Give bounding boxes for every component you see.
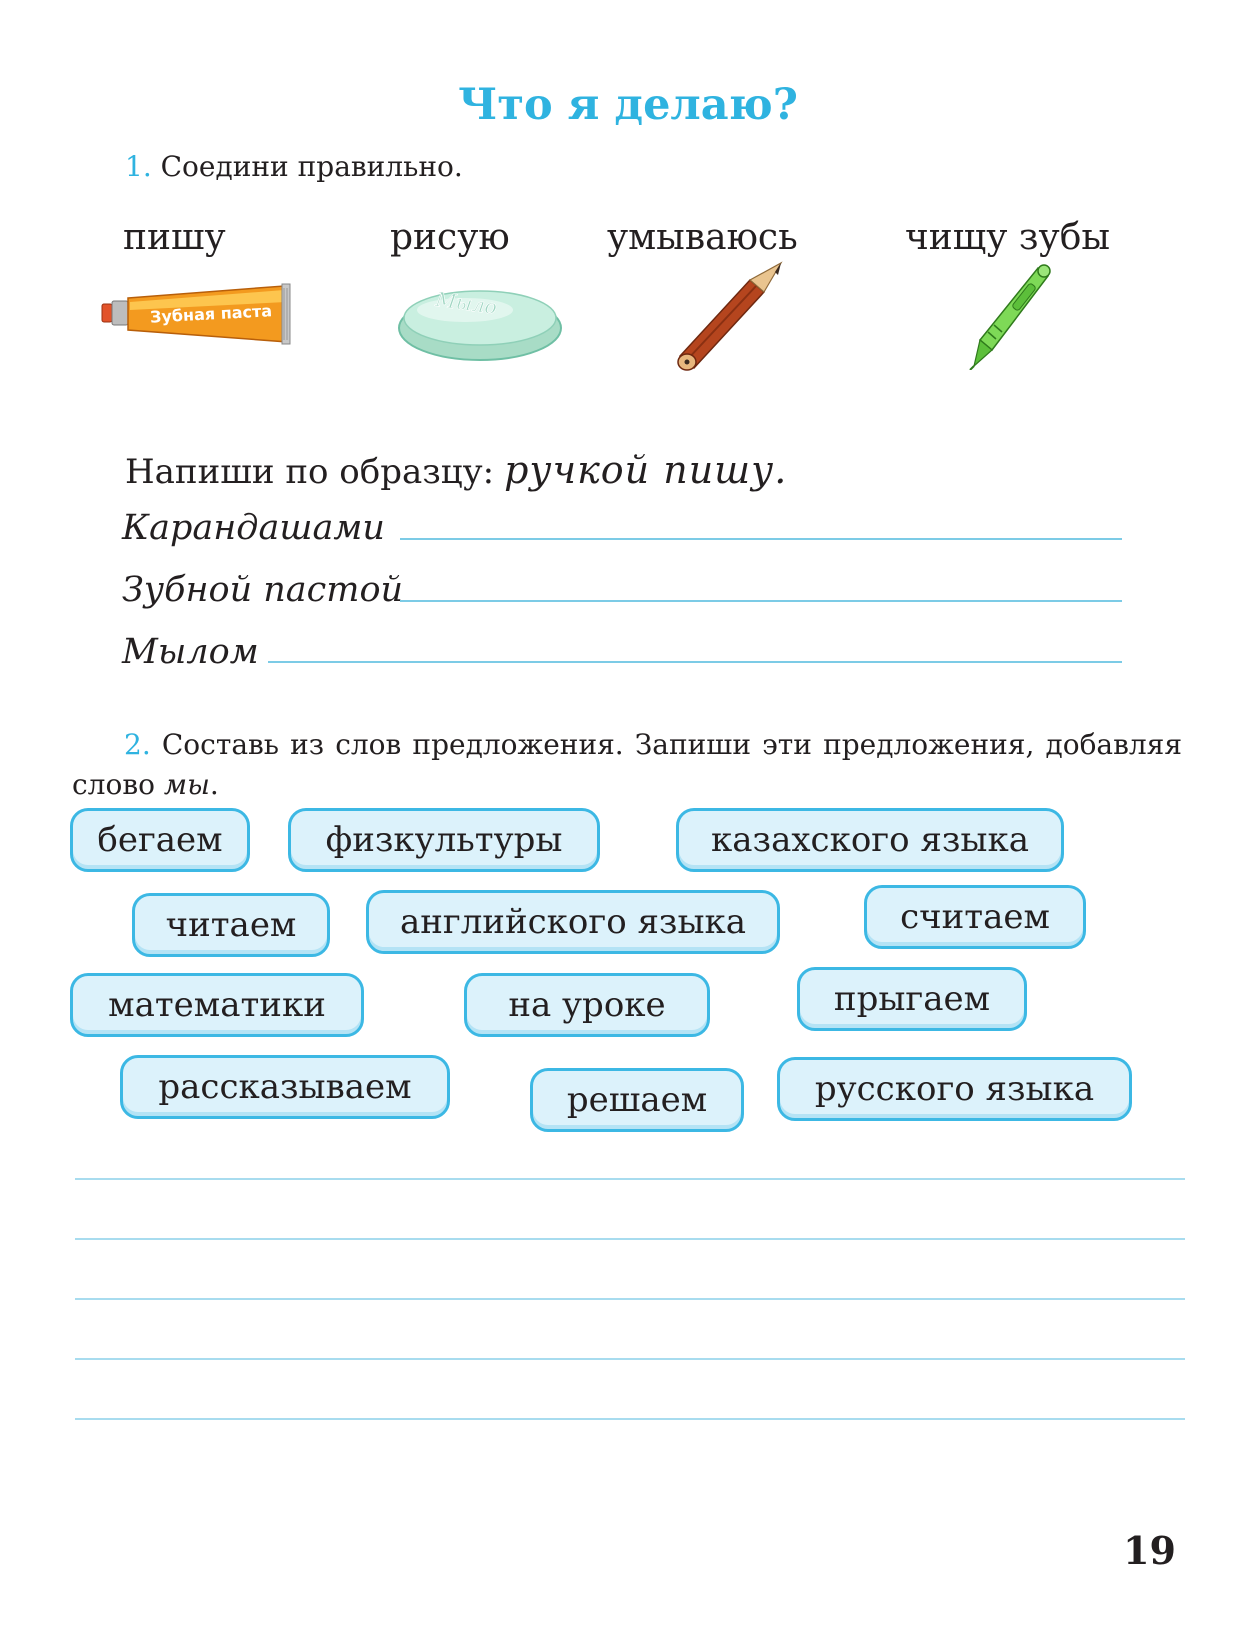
- word-chip[interactable]: русского языка: [777, 1057, 1132, 1121]
- writing-line[interactable]: [75, 1298, 1185, 1300]
- writing-line[interactable]: [75, 1358, 1185, 1360]
- writing-line[interactable]: [75, 1418, 1185, 1420]
- word-chip[interactable]: бегаем: [70, 808, 250, 872]
- page-number: 19: [1123, 1528, 1176, 1573]
- word-chip[interactable]: на уроке: [464, 973, 710, 1037]
- task-1-heading: [125, 150, 463, 183]
- word-chip[interactable]: читаем: [132, 893, 330, 957]
- word-chip[interactable]: рассказываем: [120, 1055, 450, 1119]
- page-title: Что я делаю?: [458, 80, 798, 130]
- task-2-text: Составь из слов предложения. Запиши эти предложения, добавляя слово: [72, 728, 1182, 801]
- task-2-period: .: [209, 768, 219, 801]
- task-1-number: 1.: [125, 150, 152, 183]
- fill-label-pencils: Карандашами: [122, 508, 385, 548]
- task-2-number: 2.: [124, 728, 151, 761]
- word-chip[interactable]: математики: [70, 973, 364, 1037]
- toothpaste-label: Зубная паста: [149, 301, 273, 327]
- fill-label-soap: Мылом: [122, 632, 259, 672]
- verb-chishchu-zuby[interactable]: чищу зубы: [905, 217, 1111, 258]
- toothpaste-icon[interactable]: [100, 282, 292, 346]
- pencil-icon[interactable]: [672, 260, 787, 372]
- word-chip[interactable]: считаем: [864, 885, 1086, 949]
- task-1-text: Соедини правильно.: [160, 150, 463, 183]
- verb-pishu[interactable]: пишу: [123, 217, 226, 258]
- sample-prompt: Напиши по образцу:: [125, 452, 495, 492]
- writing-line[interactable]: [75, 1238, 1185, 1240]
- pen-icon[interactable]: [960, 262, 1060, 370]
- fill-line-toothpaste[interactable]: [400, 600, 1122, 602]
- word-chip[interactable]: прыгаем: [797, 967, 1027, 1031]
- sample-row: [125, 448, 787, 492]
- word-chip[interactable]: казахского языка: [676, 808, 1064, 872]
- writing-line[interactable]: [75, 1178, 1185, 1180]
- word-chip[interactable]: английского языка: [366, 890, 780, 954]
- word-chip[interactable]: физкультуры: [288, 808, 600, 872]
- soap-icon[interactable]: [395, 278, 565, 364]
- verb-umyvayus[interactable]: умываюсь: [607, 217, 798, 258]
- fill-line-pencils[interactable]: [400, 538, 1122, 540]
- task-2-instructions: [72, 725, 1182, 805]
- sample-answer: ручкой пишу.: [504, 448, 788, 492]
- fill-label-toothpaste: Зубной пастой: [122, 570, 404, 610]
- verb-risuyu[interactable]: рисую: [390, 217, 510, 258]
- word-chip[interactable]: решаем: [530, 1068, 744, 1132]
- soap-label: Мыло: [434, 286, 499, 320]
- task-2-word-my: мы: [163, 768, 210, 801]
- fill-line-soap[interactable]: [268, 661, 1122, 663]
